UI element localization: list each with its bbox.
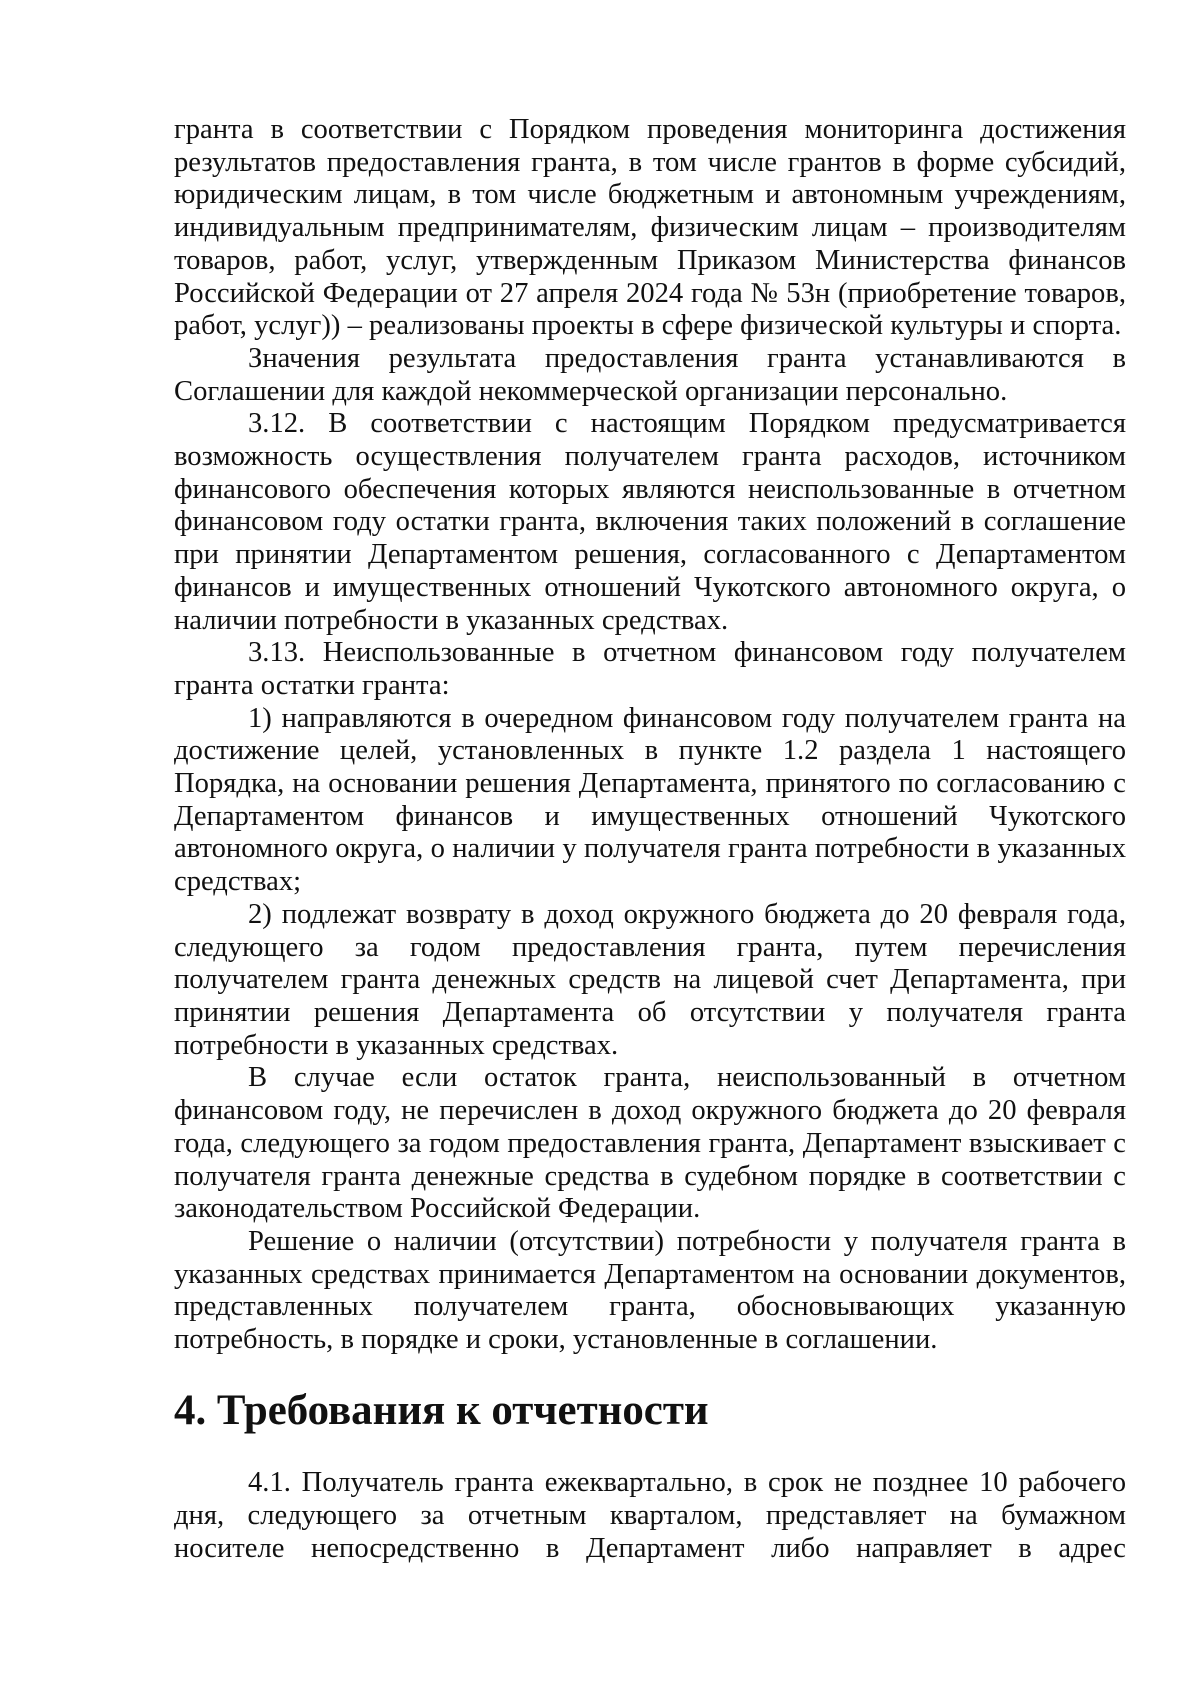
- paragraph-item-1: 1) направляются в очередном финансовом году получателем гранта на достижение целей, установленных в пункте 1.2 раздела 1 настоящего Порядка, на основании решения Департамента, принятого по согласованию с Департаментом финансов и имущественных отношений Чукотского автономного округа, о наличии у получателя гранта потребности в указанных средствах;: [174, 702, 1126, 898]
- paragraph-unused-balance: В случае если остаток гранта, неиспользованный в отчетном финансовом году, не перечислен в доход окружного бюджета до 20 февраля года, следующего за годом предоставления гранта, Департамент взыскивает с получателя гранта денежные средства в судебном порядке в соответствии с законодательством Российской Федерации.: [174, 1062, 1126, 1225]
- document-body: [174, 114, 1126, 1566]
- paragraph-3-13: 3.13. Неиспользованные в отчетном финансовом году получателем гранта остатки гранта:: [174, 637, 1126, 701]
- paragraph-item-2: 2) подлежат возврату в доход окружного бюджета до 20 февраля года, следующего за годом предоставления гранта, путем перечисления получателем гранта денежных средств на лицевой счет Департамента, при принятии решения Департамента об отсутствии у получателя гранта потребности в указанных средствах.: [174, 898, 1126, 1061]
- paragraph-need-decision: Решение о наличии (отсутствии) потребности у получателя гранта в указанных средствах принимается Департаментом на основании документов, представленных получателем гранта, обосновывающих указанную потребность, в порядке и сроки, установленные в соглашении.: [174, 1225, 1126, 1356]
- paragraph-3-12: 3.12. В соответствии с настоящим Порядком предусматривается возможность осуществления получателем гранта расходов, источником финансового обеспечения которых являются неиспользованные в отчетном финансовом году остатки гранта, включения таких положений в соглашение при принятии Департаментом решения, согласованного с Департаментом финансов и имущественных отношений Чукотского автономного округа, о наличии потребности в указанных средствах.: [174, 408, 1126, 636]
- section-heading-reporting: 4. Требования к отчетности: [174, 1386, 709, 1434]
- paragraph-result-values: Значения результата предоставления гранта устанавливаются в Соглашении для каждой некоммерческой организации персонально.: [174, 342, 1126, 407]
- paragraph-4-1: 4.1. Получатель гранта ежеквартально, в срок не позднее 10 рабочего дня, следующего за отчетным кварталом, представляет на бумажном носителе непосредственно в Департамент либо направляет в адрес: [174, 1467, 1126, 1564]
- paragraph-grant-monitoring: гранта в соответствии с Порядком проведения мониторинга достижения результатов предоставления гранта, в том числе грантов в форме субсидий, юридическим лицам, в том числе бюджетным и автономным учреждениям, индивидуальным предпринимателям, физическим лицам – производителям товаров, работ, услуг, утвержденным Приказом Министерства финансов Российской Федерации от 27 апреля 2024 года № 53н (приобретение товаров, работ, услуг)) – реализованы проекты в сфере физической культуры и спорта.: [174, 114, 1126, 342]
